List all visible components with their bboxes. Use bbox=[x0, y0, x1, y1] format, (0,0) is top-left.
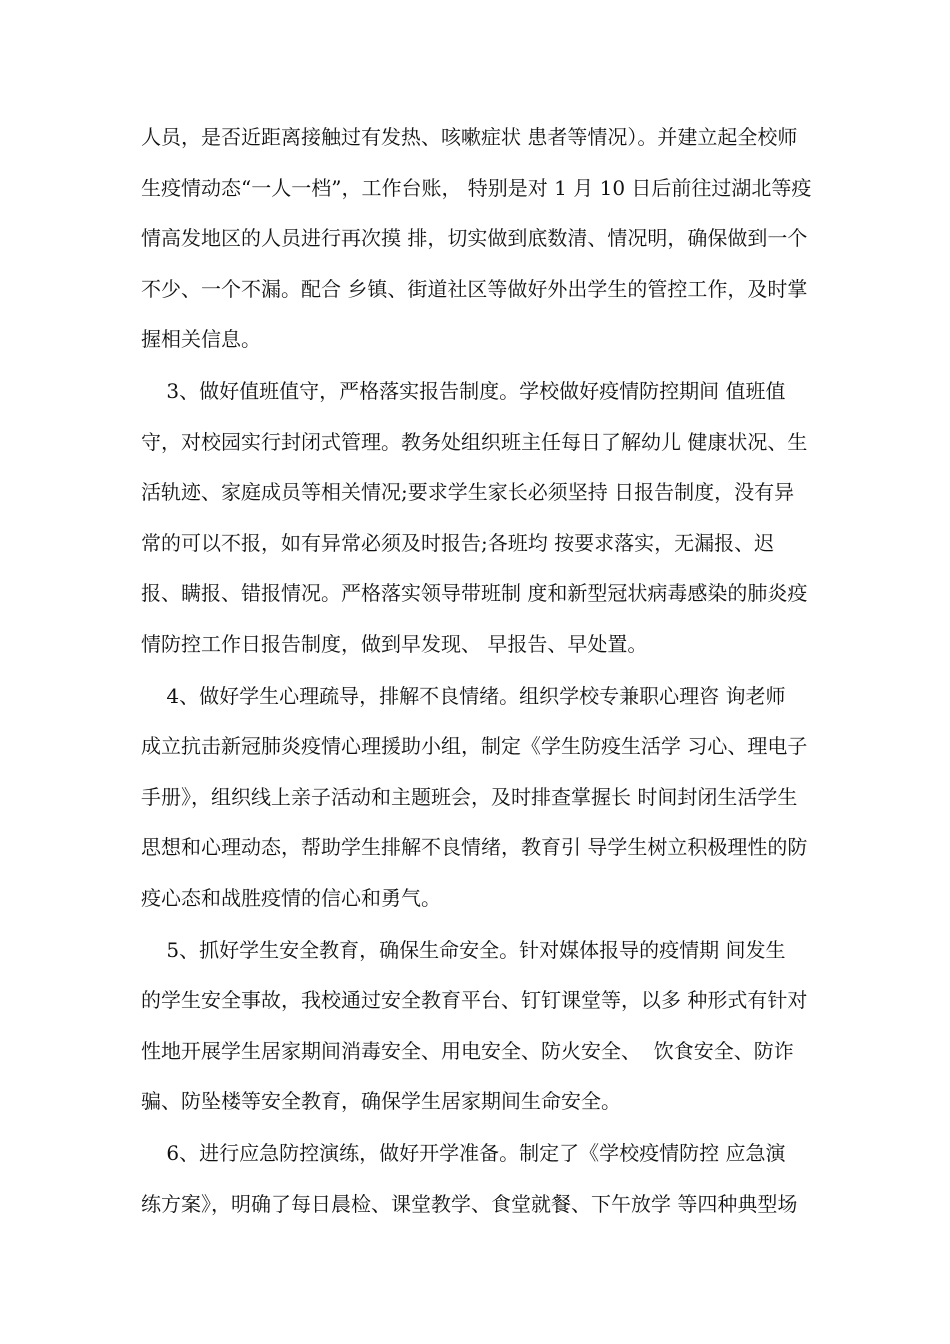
text-line: 练方案》，明确了每日晨检、课堂教学、食堂就餐、下午放学 等四种典型场 bbox=[141, 1191, 798, 1216]
paragraph bbox=[141, 112, 831, 365]
text-line: 不少、一个不漏。配合 乡镇、街道社区等做好外出学生的管控工作，及时掌 bbox=[141, 276, 808, 301]
paragraph bbox=[141, 366, 831, 669]
text-line: 守，对校园实行封闭式管理。教务处组织班主任每日了解幼儿 健康状况、生 bbox=[141, 429, 808, 454]
paragraph bbox=[141, 1128, 831, 1229]
text-line: 3、做好值班值守，严格落实报告制度。学校做好疫情防控期间 值班值 bbox=[141, 379, 786, 403]
text-line: 活轨迹、家庭成员等相关情况;要求学生家长必须坚持 日报告制度，没有异 bbox=[141, 480, 795, 504]
text-line: 疫心态和战胜疫情的信心和勇气。 bbox=[141, 885, 441, 910]
text-line: 常的可以不报，如有异常必须及时报告;各班均 按要求落实，无漏报、迟 bbox=[141, 530, 775, 555]
text-line: 生疫情动态“一人一档”，工作台账， 特别是对 1 月 10 日后前往过湖北等疫 bbox=[141, 175, 812, 200]
text-line: 人员，是否近距离接触过有发热、咳嗽症状 患者等情况）。并建立起全校师 bbox=[141, 125, 798, 149]
text-line: 5、抓好学生安全教育，确保生命安全。针对媒体报导的疫情期 间发生 bbox=[141, 937, 786, 962]
text-line: 4、做好学生心理疏导，排解不良情绪。组织学校专兼职心理咨 询老师 bbox=[141, 683, 786, 708]
text-line: 情防控工作日报告制度，做到早发现、 早报告、早处置。 bbox=[141, 631, 648, 656]
text-line: 报、瞒报、错报情况。严格落实领导带班制 度和新型冠状病毒感染的肺炎疫 bbox=[141, 581, 808, 605]
text-line: 握相关信息。 bbox=[141, 327, 261, 351]
paragraph bbox=[141, 671, 831, 924]
text-line: 思想和心理动态，帮助学生排解不良情绪，教育引 导学生树立积极理性的防 bbox=[141, 835, 808, 859]
text-line: 性地开展学生居家期间消毒安全、用电安全、防火安全、 饮食安全、防诈 bbox=[141, 1038, 794, 1063]
text-line: 的学生安全事故，我校通过安全教育平台、钉钉课堂等，以多 种形式有针对 bbox=[141, 988, 808, 1012]
text-line: 6、进行应急防控演练，做好开学准备。制定了《学校疫情防控 应急演 bbox=[141, 1141, 786, 1165]
text-line: 情高发地区的人员进行再次摸 排，切实做到底数清、情况明，确保做到一个 bbox=[141, 226, 808, 250]
document-body bbox=[141, 112, 831, 1229]
paragraph bbox=[141, 925, 831, 1127]
text-line: 手册》，组织线上亲子活动和主题班会，及时排查掌握长 时间封闭生活学生 bbox=[141, 784, 798, 809]
text-line: 成立抗击新冠肺炎疫情心理援助小组，制定《学生防疫生活学 习心、理电子 bbox=[141, 734, 808, 758]
text-line: 骗、防坠楼等安全教育，确保学生居家期间生命安全。 bbox=[141, 1089, 621, 1113]
